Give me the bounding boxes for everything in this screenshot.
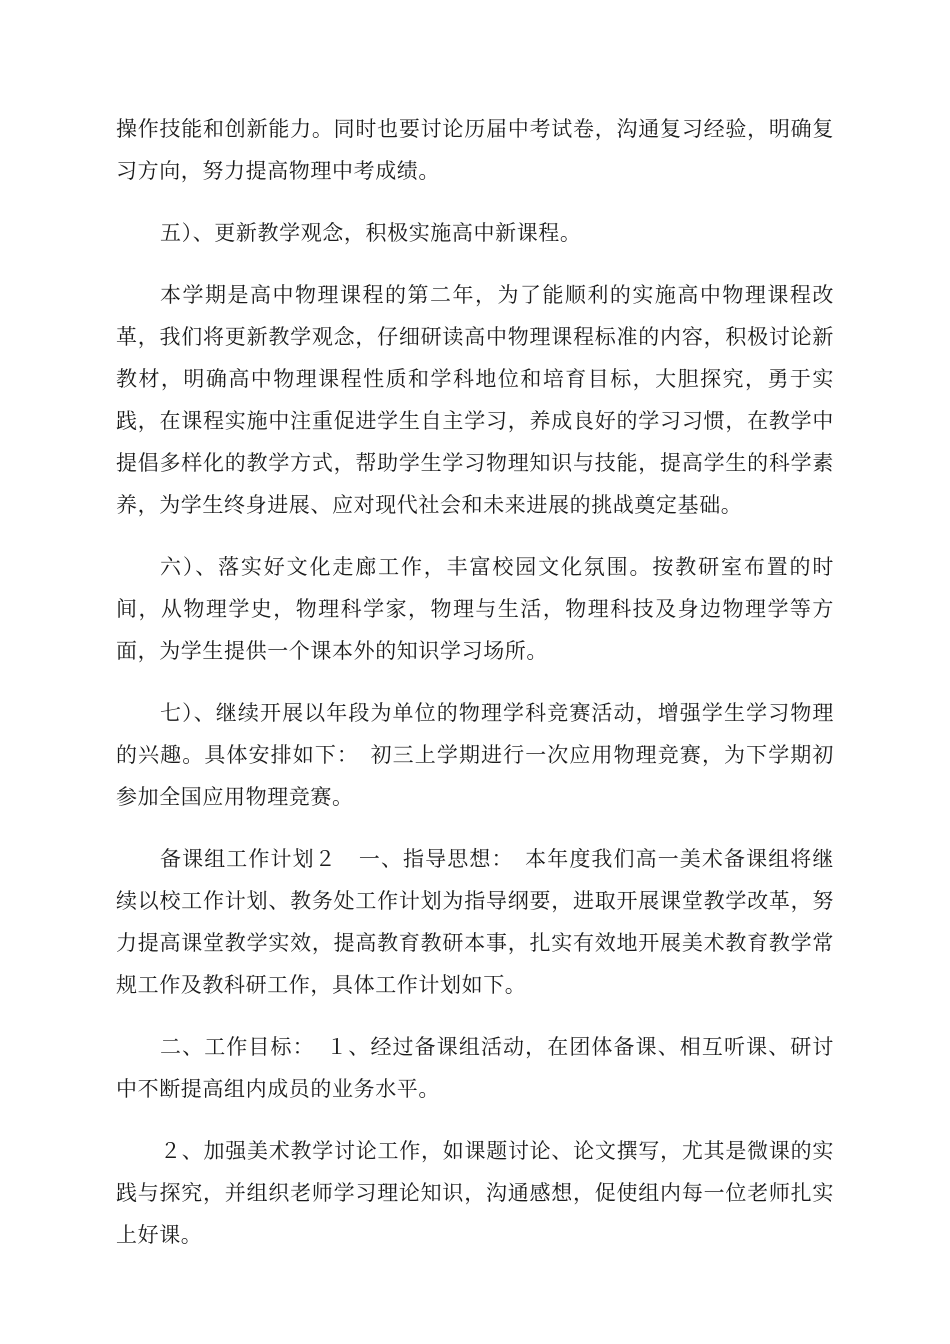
paragraph-section-seven: 七）、继续开展以年段为单位的物理学科竞赛活动，增强学生学习物理的兴趣。具体安排如下： 初三上学期进行一次应用物理竞赛，为下学期初参加全国应用物理竞赛。 [116,701,834,809]
paragraph-continuation: 操作技能和创新能力。同时也要讨论历届中考试卷，沟通复习经验，明确复习方向，努力提高物理中考成绩。 [116,117,834,183]
paragraph-plan-two-guiding: 备课组工作计划２ 一、指导思想： 本年度我们高一美术备课组将继续以校工作计划、教务处工作计划为指导纲要，进取开展课堂教学改革，努力提高课堂教学实效，提高教育教研本事，扎实有效地开展美术教育教学常规工作及教科研工作，具体工作计划如下。 [116,847,834,997]
paragraph-section-six: 六）、落实好文化走廊工作，丰富校园文化氛围。按教研室布置的时间，从物理学史，物理科学家，物理与生活，物理科技及身边物理学等方面，为学生提供一个课本外的知识学习场所。 [116,555,834,663]
paragraph-goal-two: ２、加强美术教学讨论工作，如课题讨论、论文撰写，尤其是微课的实践与探究，并组织老师学习理论知识，沟通感想，促使组内每一位老师扎实上好课。 [116,1139,834,1247]
paragraph-work-goals: 二、工作目标： １、经过备课组活动，在团体备课、相互听课、研讨中不断提高组内成员的业务水平。 [116,1035,834,1101]
paragraph-section-five-body: 本学期是高中物理课程的第二年，为了能顺利的实施高中物理课程改革，我们将更新教学观念，仔细研读高中物理课程标准的内容，积极讨论新教材，明确高中物理课程性质和学科地位和培育目标，大胆探究，勇于实践，在课程实施中注重促进学生自主学习，养成良好的学习习惯，在教学中提倡多样化的教学方式，帮助学生学习物理知识与技能，提高学生的科学素养，为学生终身进展、应对现代社会和未来进展的挑战奠定基础。 [116,283,834,517]
paragraph-section-five-heading: 五）、更新教学观念，积极实施高中新课程。 [160,221,582,245]
document-body [116,108,834,1276]
